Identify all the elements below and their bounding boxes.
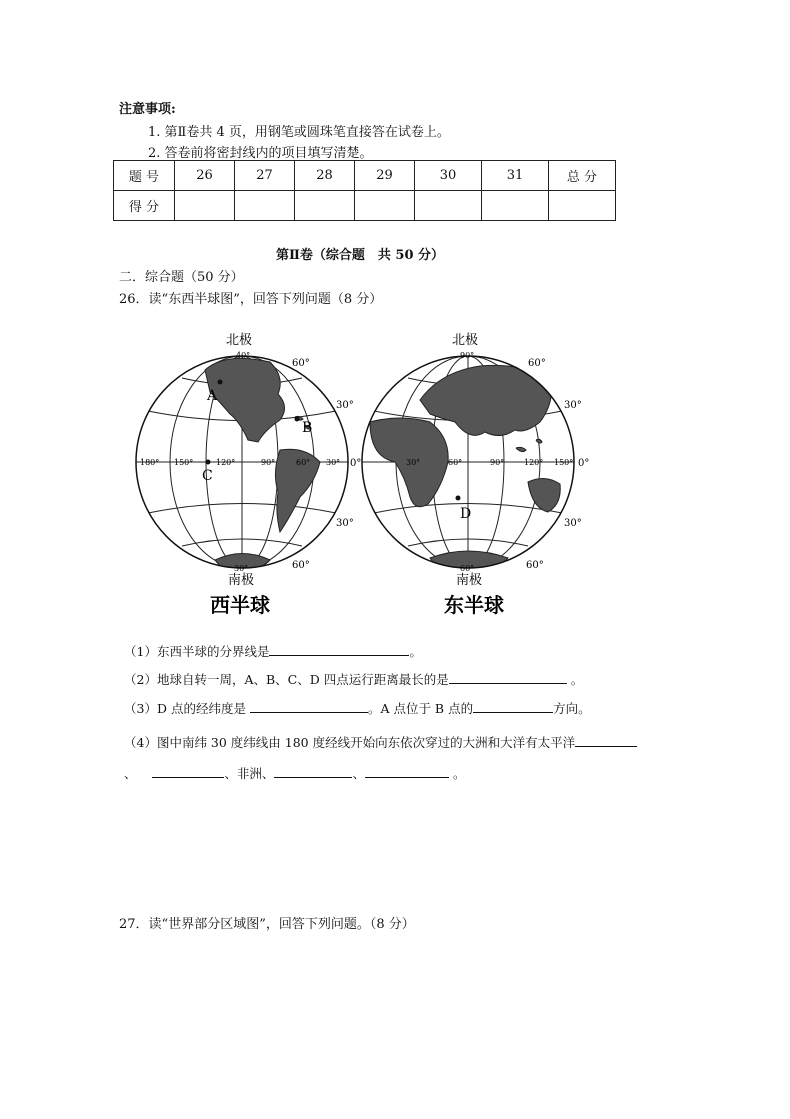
question-26-3-end: 方向。 bbox=[553, 701, 591, 716]
point-d-label: D bbox=[460, 506, 472, 522]
question-26-4-mid: 、非洲、 bbox=[224, 766, 275, 781]
point-c-label: C bbox=[202, 468, 213, 484]
question-26-3 bbox=[124, 698, 591, 717]
answer-blank-26-4c[interactable] bbox=[274, 763, 352, 778]
point-a-label: A bbox=[207, 388, 218, 404]
east-lon-60-label: 60° bbox=[448, 458, 463, 467]
question-26-4-end: 。 bbox=[452, 766, 466, 781]
east-lat-60n-label: 60° bbox=[528, 358, 546, 369]
west-south-pole-label: 南极 bbox=[228, 573, 255, 588]
score-table-number: 27 bbox=[235, 161, 295, 191]
notice-line-2: 2. 答卷前将密封线内的项目填写清楚。 bbox=[148, 146, 373, 161]
answer-blank-26-2[interactable] bbox=[449, 669, 567, 684]
east-lon-30-label: 30° bbox=[406, 458, 421, 467]
west-pole-tick-label: 40° bbox=[236, 351, 251, 360]
question-26-2 bbox=[124, 669, 583, 688]
score-cell[interactable] bbox=[549, 191, 616, 221]
east-lat-30s-label: 30° bbox=[564, 518, 582, 529]
question-26-1-end: 。 bbox=[409, 644, 422, 659]
section-title: 第Ⅱ卷（综合题 共 50 分） bbox=[275, 248, 445, 263]
east-north-pole-label: 北极 bbox=[452, 333, 479, 348]
question-26-4-sep-2: 、 bbox=[352, 766, 365, 781]
west-lon-90-label: 90° bbox=[261, 458, 276, 467]
west-lat-0-label: 0° bbox=[350, 458, 362, 469]
score-table-number: 28 bbox=[295, 161, 355, 191]
question-26-3-mid: 。A 点位于 B 点的 bbox=[367, 701, 474, 716]
question-26-1 bbox=[124, 641, 422, 660]
west-lon-120-label: 120° bbox=[216, 458, 236, 467]
score-table-header-label: 题 号 bbox=[114, 161, 175, 191]
west-north-pole-label: 北极 bbox=[226, 333, 253, 348]
question-26-4 bbox=[124, 732, 637, 751]
answer-blank-26-3a[interactable] bbox=[250, 698, 368, 713]
question-27-title: 27．读“世界部分区域图”，回答下列问题。（8 分） bbox=[119, 917, 415, 932]
question-26-2-end: 。 bbox=[570, 672, 584, 687]
east-south-tick-label: 60° bbox=[460, 564, 475, 573]
notice-line-1: 1. 第Ⅱ卷共 4 页，用钢笔或圆珠笔直接答在试卷上。 bbox=[148, 125, 450, 140]
score-cell[interactable] bbox=[295, 191, 355, 221]
west-lat-30n-label: 30° bbox=[336, 400, 354, 411]
score-cell[interactable] bbox=[175, 191, 235, 221]
score-table-score-label: 得 分 bbox=[114, 191, 175, 221]
question-26-3-text: （3）D 点的经纬度是 bbox=[124, 701, 246, 716]
east-pole-tick-label: 90° bbox=[460, 351, 475, 360]
score-table-score-row bbox=[114, 191, 616, 221]
score-cell[interactable] bbox=[482, 191, 549, 221]
score-cell[interactable] bbox=[235, 191, 295, 221]
question-26-4-text: （4）图中南纬 30 度纬线由 180 度经线开始向东依次穿过的大洲和大洋有太平洋 bbox=[124, 735, 576, 750]
answer-blank-26-4b[interactable] bbox=[152, 763, 224, 778]
hemisphere-map bbox=[130, 322, 600, 618]
score-table-number: 29 bbox=[355, 161, 415, 191]
score-table bbox=[113, 160, 616, 221]
score-cell[interactable] bbox=[415, 191, 482, 221]
section-heading: 二．综合题（50 分） bbox=[119, 270, 244, 285]
west-lat-60s-label: 60° bbox=[292, 560, 310, 571]
question-26-4-line-2 bbox=[124, 763, 465, 782]
east-lon-120-label: 120° bbox=[524, 458, 544, 467]
east-lon-90-label: 90° bbox=[490, 458, 505, 467]
answer-blank-26-4d[interactable] bbox=[365, 763, 449, 778]
east-lat-30n-label: 30° bbox=[564, 400, 582, 411]
answer-blank-26-1[interactable] bbox=[269, 641, 409, 656]
answer-blank-26-3b[interactable] bbox=[473, 698, 553, 713]
score-table-total-label: 总 分 bbox=[549, 161, 616, 191]
score-table-number: 31 bbox=[482, 161, 549, 191]
score-table-header-row bbox=[114, 161, 616, 191]
question-26-title: 26．读“东西半球图”，回答下列问题（8 分） bbox=[119, 292, 383, 307]
notice-title: 注意事项: bbox=[119, 102, 176, 117]
point-b-label: B bbox=[302, 420, 313, 436]
east-hemisphere-caption: 东半球 bbox=[444, 593, 504, 617]
question-26-1-text: （1）东西半球的分界线是 bbox=[124, 644, 270, 659]
score-table-number: 30 bbox=[415, 161, 482, 191]
west-hemisphere-globe bbox=[136, 356, 348, 572]
west-lat-60n-label: 60° bbox=[292, 358, 310, 369]
west-lon-150-label: 150° bbox=[174, 458, 194, 467]
question-26-2-text: （2）地球自转一周，A、B、C、D 四点运行距离最长的是 bbox=[124, 672, 449, 687]
question-26-4-sep-1: 、 bbox=[124, 766, 137, 781]
score-cell[interactable] bbox=[355, 191, 415, 221]
west-hemisphere-caption: 西半球 bbox=[210, 593, 270, 617]
east-lat-60s-label: 60° bbox=[526, 560, 544, 571]
east-lon-150-label: 150° bbox=[554, 458, 574, 467]
west-lon-180-label: 180° bbox=[140, 458, 160, 467]
score-table-number: 26 bbox=[175, 161, 235, 191]
east-lat-0-label: 0° bbox=[578, 458, 590, 469]
answer-blank-26-4a[interactable] bbox=[575, 732, 637, 747]
east-south-pole-label: 南极 bbox=[456, 573, 483, 588]
west-lat-30s-label: 30° bbox=[336, 518, 354, 529]
west-lon-30-label: 30° bbox=[326, 458, 341, 467]
west-lon-60-label: 60° bbox=[296, 458, 311, 467]
west-south-tick-label: 30° bbox=[234, 564, 249, 573]
